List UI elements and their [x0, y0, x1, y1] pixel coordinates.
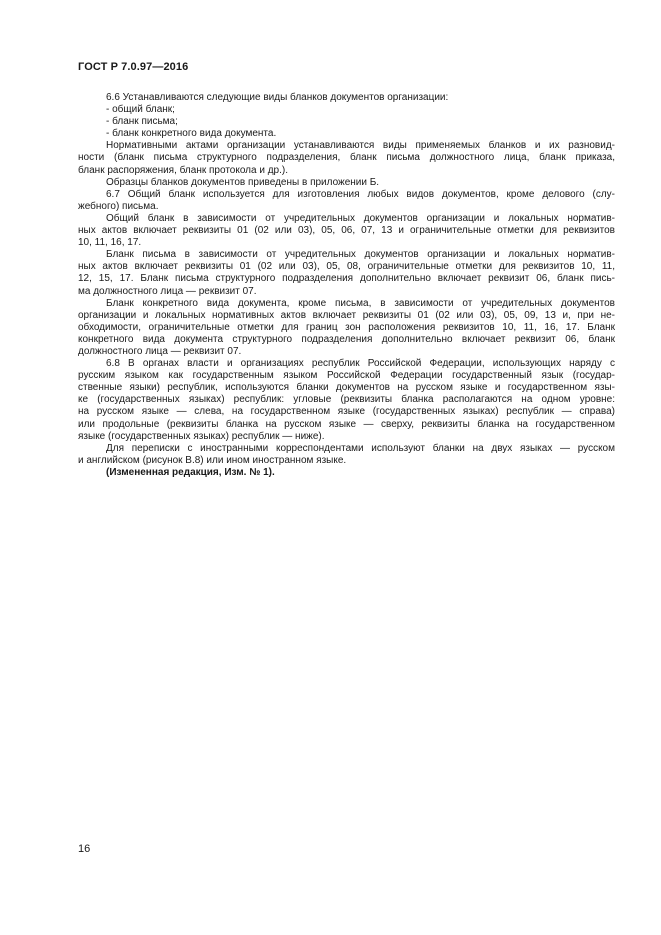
text-line: ма должностного лица — реквизит 07.: [78, 285, 257, 297]
text-line: ке (государственных языках) республик: угловые (реквизиты бланка располагаются на одном уровне:: [78, 394, 615, 406]
text-line: ных актов включает реквизиты 01 (02 или 03), 05, 08, ограничительные отметки для реквизитов 10, 11,: [78, 261, 615, 273]
amendment-note: (Измененная редакция, Изм. № 1).: [106, 466, 275, 478]
text-line: Нормативными актами организации устанавливаются виды применяемых бланков и их разновид-: [106, 140, 615, 152]
text-line: Образцы бланков документов приведены в приложении Б.: [106, 176, 380, 188]
text-line: жебного) письма.: [78, 200, 159, 212]
text-line: 10, 11, 16, 17.: [78, 237, 142, 249]
text-line: 12, 15, 17. Бланк письма структурного подразделения дополнительно включает реквизит 06, бланк пись-: [78, 273, 615, 285]
text-line: ственные языки) республик, используются бланки документов на русском языке и государственном язы-: [78, 382, 615, 394]
text-line: 6.8 В органах власти и организациях республик Российской Федерации, использующих наряду с: [106, 358, 615, 370]
text-line: Бланк конкретного вида документа, кроме письма, в зависимости от учредительных документов: [106, 297, 615, 309]
text-line: конкретного вида документа структурного подразделения дополнительно включает реквизит 06, бланк: [78, 333, 615, 345]
text-line: организации и локальных нормативных актов включает реквизиты 01 (02 или 03), 05, 09, 13 и, при не-: [78, 309, 615, 321]
text-line: Общий бланк в зависимости от учредительных документов организации и локальных норматив-: [106, 212, 615, 224]
text-line: обходимости, ограничительные отметки для границ зон расположения реквизитов 10, 11, 16, 17. Бланк: [78, 321, 615, 333]
text-line: - бланк конкретного вида документа.: [106, 128, 277, 140]
text-line: Бланк письма в зависимости от учредительных документов организации и локальных норматив-: [106, 249, 615, 261]
text-line: - общий бланк;: [106, 104, 175, 116]
text-line: или продольные (реквизиты бланка на русском языке — сверху, реквизиты бланка на государственном: [78, 418, 615, 430]
text-line: 6.7 Общий бланк используется для изготовления любых видов документов, кроме делового (слу-: [106, 188, 615, 200]
text-line: ности (бланк письма структурного подразделения, бланк письма должностного лица, бланк приказа,: [78, 152, 615, 164]
text-line: русским языком как государственным языком Российской Федерации государственный язык (государ-: [78, 370, 615, 382]
text-line: языке (государственных языках) республик — ниже).: [78, 430, 325, 442]
text-line: бланк распоряжения, бланк протокола и др.).: [78, 164, 288, 176]
text-line: Для переписки с иностранными корреспондентами используют бланки на двух языках — русском: [106, 442, 615, 454]
text-line: ных актов включает реквизиты 01 (02 или 03), 05, 06, 07, 13 и ограничительные отметки для реквизитов: [78, 225, 615, 237]
text-line: и английском (рисунок В.8) или ином иностранном языке.: [78, 454, 347, 466]
document-header: ГОСТ Р 7.0.97—2016: [78, 61, 189, 73]
text-line: на русском языке — слева, на государственном языке (государственных языках) республик — справа): [78, 406, 615, 418]
page-number: 16: [78, 843, 91, 855]
text-line: - бланк письма;: [106, 116, 178, 128]
document-body: [78, 92, 615, 479]
text-line: 6.6 Устанавливаются следующие виды бланков документов организации:: [106, 92, 449, 103]
text-line: должностного лица — реквизит 07.: [78, 345, 242, 357]
